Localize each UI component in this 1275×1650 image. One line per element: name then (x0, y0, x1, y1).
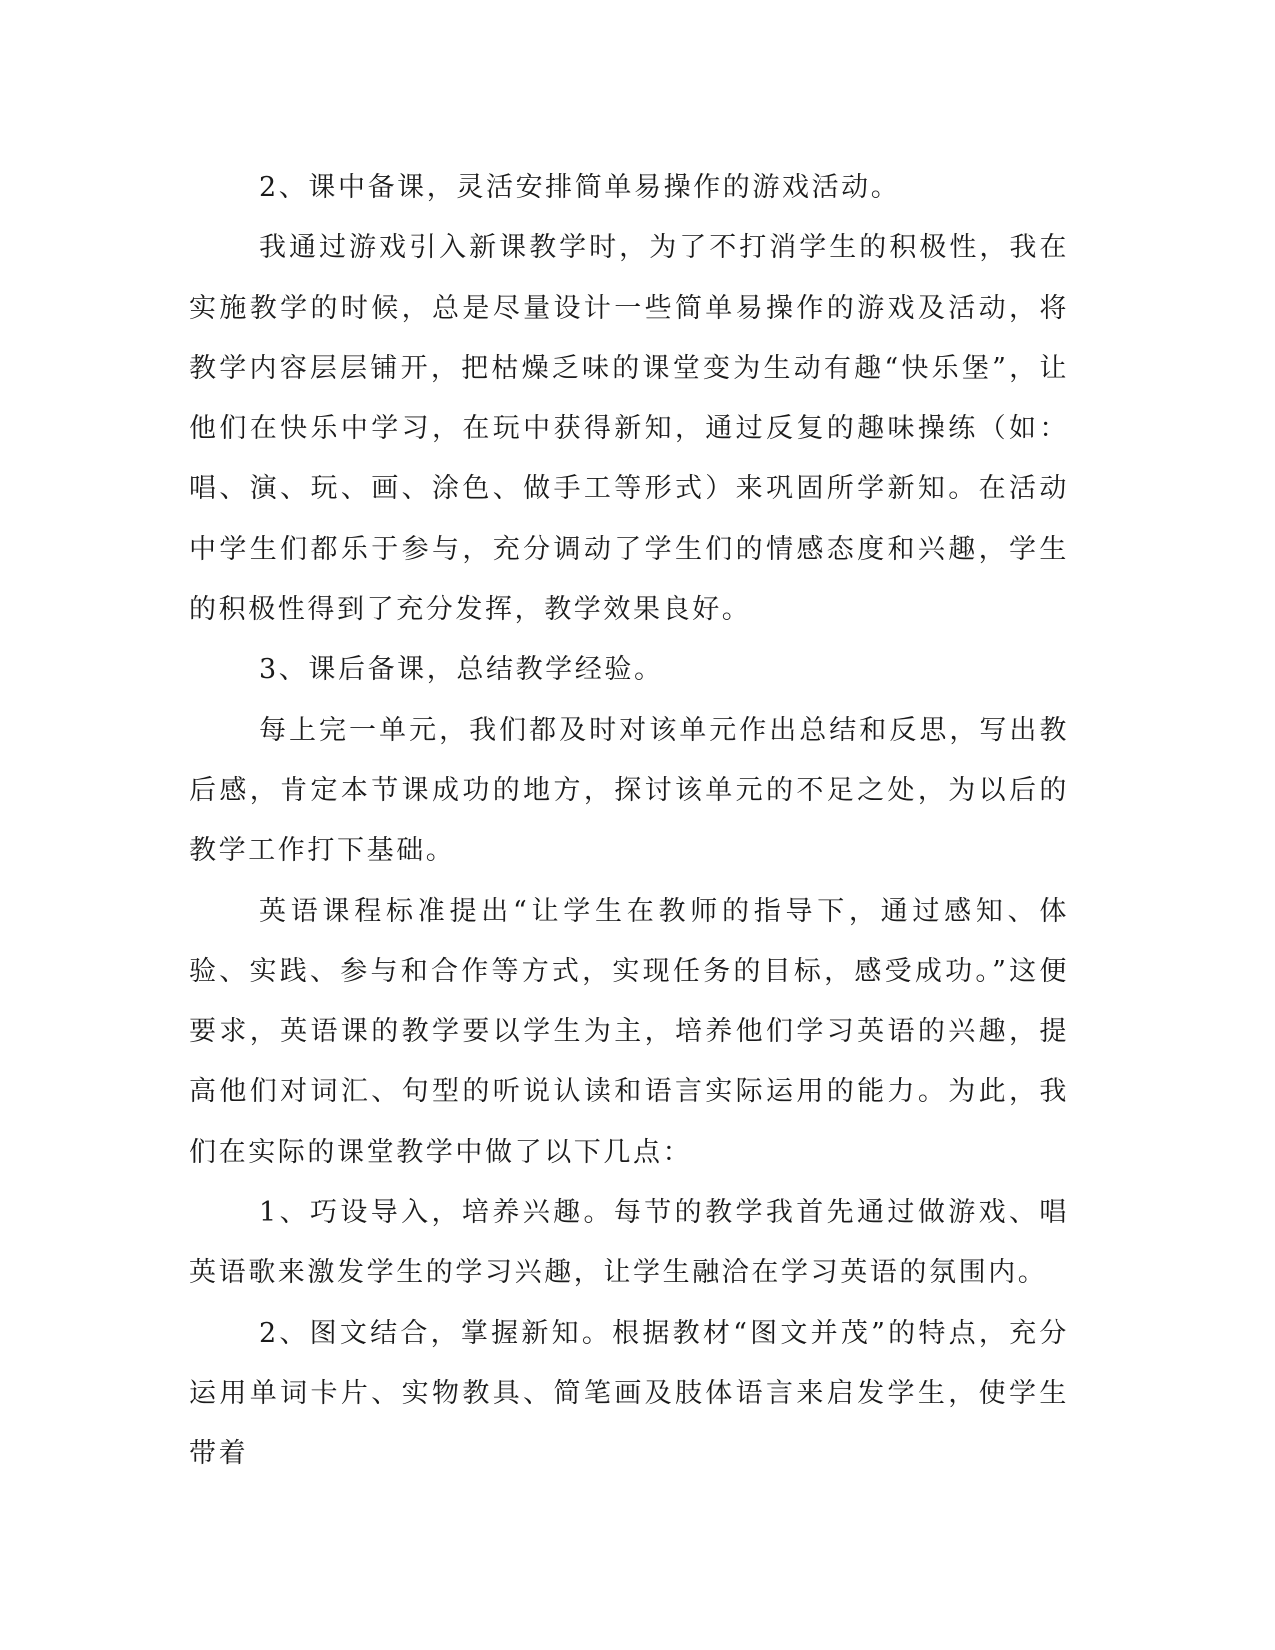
paragraph-unit-reflection: 每上完一单元，我们都及时对该单元作出总结和反思，写出教后感，肯定本节课成功的地方，探讨该单元的不足之处，为以后的教学工作打下基础。 (189, 714, 1069, 867)
paragraph-pictures-and-text: 2、图文结合，掌握新知。根据教材“图文并茂”的特点，充分运用单词卡片、实物教具、简笔画及肢体语言来启发学生，使学生带着 (189, 1317, 1069, 1470)
body-text (189, 158, 1069, 1485)
paragraph-introduction-interest: 1、巧设导入，培养兴趣。每节的教学我首先通过做游戏、唱英语歌来激发学生的学习兴趣，让学生融洽在学习英语的氛围内。 (189, 1197, 1069, 1289)
paragraph-lesson-prep-in-class: 2、课中备课，灵活安排简单易操作的游戏活动。 (259, 172, 901, 203)
paragraph-curriculum-standard: 英语课程标准提出“让学生在教师的指导下，通过感知、体验、实践、参与和合作等方式，实现任务的目标，感受成功。”这便要求，英语课的教学要以学生为主，培养他们学习英语的兴趣，提高他们对词汇、句型的听说认读和语言实际运用的能力。为此，我们在实际的课堂教学中做了以下几点： (189, 895, 1069, 1168)
paragraph-games-activities: 我通过游戏引入新课教学时，为了不打消学生的积极性，我在实施教学的时候，总是尽量设计一些简单易操作的游戏及活动，将教学内容层层铺开，把枯燥乏味的课堂变为生动有趣“快乐堡”，让他们在快乐中学习，在玩中获得新知，通过反复的趣味操练（如：唱、演、玩、画、涂色、做手工等形式）来巩固所学新知。在活动中学生们都乐于参与，充分调动了学生们的情感态度和兴趣，学生的积极性得到了充分发挥，教学效果良好。 (189, 232, 1069, 626)
paragraph-lesson-prep-after-class: 3、课后备课，总结教学经验。 (259, 654, 664, 686)
